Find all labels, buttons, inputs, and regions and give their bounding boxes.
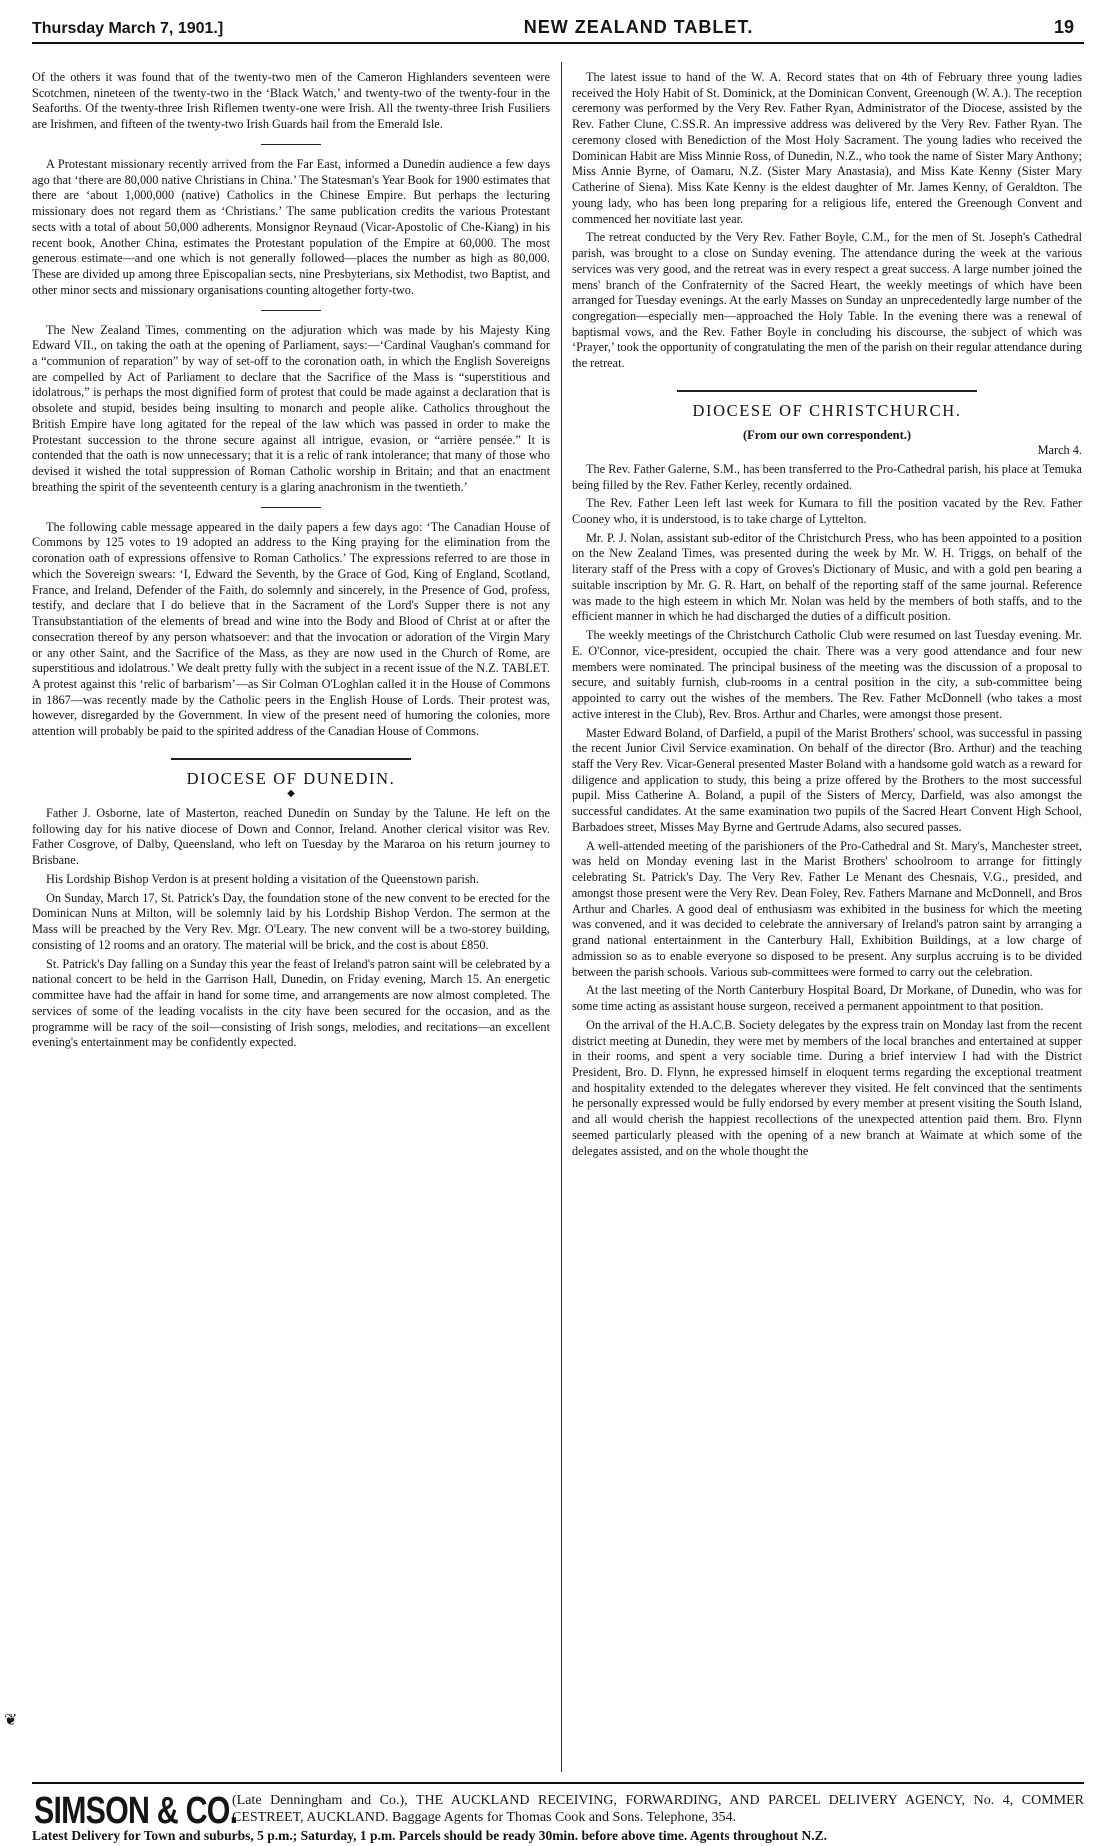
article-paragraph: At the last meeting of the North Canterbury Hospital Board, Dr Morkane, of Dunedin, who was for some time acting as assistant house surgeon, received a permanent appointment to that position. — [572, 983, 1082, 1014]
article-paragraph: The Rev. Father Galerne, S.M., has been transferred to the Pro-Cathedral parish, his place at Temuka being filled by the Rev. Father Kerley, recently ordained. — [572, 461, 1082, 492]
correspondent-note: (From our own correspondent.) — [742, 428, 912, 443]
article-paragraph: The retreat conducted by the Very Rev. Father Boyle, C.M., for the men of St. Joseph's Cathedral parish, was brought to a close on Sunday evening. The attendance during the week at the various services was very good, and the retreat was in every respect a great success. A large number joined the mens' branch of the Confraternity of the Sacred Heart, the weekly meetings of which have been arranged for Tuesday evenings. At the early Masses on Sunday an unprecedentedly large number of the congregation—especially men—approached the Holy Table. In the evening there was a renewal of baptismal vows, and the Rev. Father Boyle in concluding his discourse, the subject of which was ‘Prayer,’ took the opportunity of congratulating the men of the parish on their regular attendance during the retreat. — [572, 230, 1082, 371]
article-paragraph: Of the others it was found that of the twenty-two men of the Cameron Highlanders seventeen were Scotchmen, nineteen of the twenty-two in the ‘Black Watch,’ and twenty-two of the twenty-four in the Seaforths. Of the twenty-three Irish Riflemen twenty-one were Irish. All the twenty-three Irish Fusiliers are Irishmen, and fifteen of the twenty-two Irish Guards hail from the Emerald Isle. — [32, 70, 550, 132]
advertiser-name: SIMSON & CO. — [34, 1790, 238, 1832]
delivery-notice: Latest Delivery for Town and suburbs, 5 p.m.; Saturday, 1 p.m. Parcels should be ready 30min. before above time. Agents throughout N.Z. — [32, 1828, 827, 1843]
article-paragraph: The New Zealand Times, commenting on the adjuration which was made by his Majesty King Edward VII., on taking the oath at the opening of Parliament, says:—‘Cardinal Vaughan's command for a “communion of reparation” by way of set-off to the coronation oath, in which the English Sovereigns are compelled by Act of Parliament to declare that the Sacrifice of the Mass is “superstitious and idolatrous,” is perhaps the most dignified form of protest that could be made against a declaration that is obsolete and stupid, besides being insulting to monarch and people alike. Catholics throughout the British Empire have long agitated for the repeal of the law which was passed in order to make the Protestant succession to the throne secure against all intrigue, evasion, or “arrière pensée.” It is contended that the oath is now unnecessary; that it is a relic of rank intolerance; that many of those who devised it wished the total suppression of Roman Catholic worship in Britain; and that an enactment breathing the spirit of the seventeenth century is a glaring anachronism in the twentieth.’ — [32, 322, 550, 494]
article-paragraph: A Protestant missionary recently arrived from the Far East, informed a Dunedin audience a few days ago that ‘there are 80,000 native Christians in China.’ The Statesman's Year Book for 1900 estimates that there are ‘about 1,000,000 (native) Catholics in the Chinese Empire. But perhaps the lecturing missionary does not regard them as ‘Christians.’ The same publication credits the various Protestant sects with a total of about 50,000 adherents. Monsignor Reynaud (Vicar-Apostolic of Che-Kiang) in his recent book, Another China, estimates the Protestant population of the Empire at 60,000. The most generous estimate—and one which is not generally followed—places the number as high as 80,000. These are divided up among three Episcopalian sects, nine Presbyterians, six Methodist, two Baptist, and other minor sects and missionary organisations counting altogether forty-two. — [32, 156, 550, 297]
article-paragraph: The latest issue to hand of the W. A. Record states that on 4th of February three young ladies received the Holy Habit of St. Dominick, at the Dominican Convent, Greenough (W. A.). The reception ceremony was performed by the Very Rev. Father Ryan, Administrator of the Diocese, assisted by the Rev. Father Clune, C.SS.R. An impressive address was delivered by the Very Rev. Father Ryan. The ceremony closed with Benediction of the Most Holy Sacrament. The young ladies who received the Dominican Habit are Miss Minnie Ross, of Dunedin, N.Z., who took the name of Sister Mary Anthony; Miss Annie Byrne, of Oamaru, N.Z. (Sister Mary Anastasia), and Miss Kate Kenny (Sister Mary Catherine of Siena). Miss Kate Kenny is the eldest daughter of Mr. James Kenny, of Geraldton. The young lady, who has been long preparing for a religious life, entered the Greenough Convent and commenced her novitiate last year. — [572, 70, 1082, 226]
article-paragraph: The following cable message appeared in the daily papers a few days ago: ‘The Canadian House of Commons by 125 votes to 19 adopted an address to the King praying for the elimination from the coronation oath of expressions offensive to Roman Catholics.’ The expressions referred to are those in which the Sovereign swears: ‘I, Edward the Seventh, by the Grace of God, King of England, Scotland, France, and Ireland, Defender of the Faith, do solemnly and sincerely, in the Presence of God, profess, testify, and declare that I do believe that in the Sacrament of the Lord's Supper there is not any Transubstantiation of the elements of bread and wine into the Body and Blood of Christ at or after the consecration thereof by any person whatsoever: and that the invocation or adoration of the Virgin Mary or any other Saint, and the Sacrifice of the Mass, as they are now used in the Church of Rome, are superstitious and idolatrous.’ We dealt pretty fully with the subject in a recent issue of the N.Z. TABLET. A protest against this ‘relic of barbarism’—as Sir Colman O'Loghlan called it in the House of Commons in 1867—was recently made by the Catholic peers in the English House of Lords. Their protest was, however, disregarded by the Government. In view of the present need of humoring the colonies, more attention will probably be paid to the spirited address of the Canadian House of Commons. — [32, 519, 550, 739]
article-paragraph: Master Edward Boland, of Darfield, a pupil of the Marist Brothers' school, was successful in passing the recent Junior Civil Service examination. On behalf of the director (Bro. Arthur) and the teaching staff the Very Rev. Vicar-General presented Master Boland with a handsome gold watch as a reward for diligence and application to study, this being a prize offered by the Brothers to the most successful pupil. Miss Catherine A. Boland, a pupil of the Sisters of Mercy, Darfield, was also amongst the successful candidates. At the same examination two pupils of the Sacred Heart Convent High School, Barbadoes street, Misses May Byrne and Gertrude Adams, also secured passes. — [572, 725, 1082, 834]
column-divider — [561, 62, 562, 1772]
advertisement-footer — [32, 1782, 1084, 1846]
article-paragraph: Mr. P. J. Nolan, assistant sub-editor of the Christchurch Press, who has been appointed to a position on the New Zealand Times, was presented during the week by Mr. W. H. Triggs, on behalf of the literary staff of the Press with a copy of Groves's Dictionary of Music, and with a gold pen bearing a suitable inscription by Mr. G. R. Hart, on behalf of the reporting staff of the same journal. Reference was made to the high esteem in which Mr. Nolan was held by the members of both staffs, and to the efficient manner in which he had discharged the duties of a difficult position. — [572, 530, 1082, 624]
article-paragraph: The Rev. Father Leen left last week for Kumara to fill the position vacated by the Rev. Father Cooney who, it is understood, is to take charge of Lyttelton. — [572, 496, 1082, 526]
article-paragraph: His Lordship Bishop Verdon is at present holding a visitation of the Queenstown parish. — [46, 871, 479, 886]
margin-ornament-icon: ❦ — [4, 1712, 18, 1729]
separator-rule — [261, 144, 321, 145]
article-paragraph: Father J. Osborne, late of Masterton, reached Dunedin on Sunday by the Talune. He left on the following day for his native diocese of Down and Connor, Ireland. Another clerical visitor was Rev. Father Cosgrove, of Dalby, Queensland, who left on Tuesday by the Mararoa on his return journey to Brisbane. — [32, 806, 550, 868]
page-header — [32, 14, 1084, 44]
newspaper-title: NEW ZEALAND TABLET. — [523, 17, 754, 37]
separator-rule — [261, 507, 321, 508]
advertisement-text: (Late Denningham and Co.), THE AUCKLAND RECEIVING, FORWARDING, AND PARCEL DELIVERY AGENCY, No. 4, COMMER CESTREET, AUCKLAND. Baggage Agents for Thomas Cook and Sons. Telephone, 354. — [232, 1793, 1084, 1825]
article-paragraph: A well-attended meeting of the parishioners of the Pro-Cathedral and St. Mary's, Manchester street, was held on Monday evening last in the Marist Brothers' schoolroom to arrange for fittingly celebrating St. Patrick's Day. The Very Rev. Father Le Menant des Chesnais, V.G., presided, and amongst those present were the Very Rev. Dean Foley, Rev. Fathers Marnane and McDonnell, and Bros Arthur and Charles. A good deal of enthusiasm was exhibited in the business for which the meeting was convened, and it was decided to celebrate the anniversary of Ireland's patron saint by arranging a grand national entertainment in the Canterbury Hall, Exhibition Buildings, at a low charge of admission so as to enable everyone so disposed to be present. Any surplus accruing is to be divided between the parish schools. Various sub-committees were formed to carry out the celebration. — [572, 838, 1082, 979]
separator-rule — [261, 310, 321, 311]
article-paragraph: St. Patrick's Day falling on a Sunday this year the feast of Ireland's patron saint will be celebrated by a national concert to be held in the Garrison Hall, Dunedin, on Friday evening, March 15. An energetic committee have had the affair in hand for some time, and arrangements are now almost completed. The services of some of the leading vocalists in the city have been secured for the occasion, and as the programme will be racy of the soil—consisting of Irish songs, melodies, and recitations—an excellent evening's entertainment may be confidently expected. — [32, 956, 550, 1050]
diamond-ornament-icon: ◆ — [287, 788, 295, 800]
article-paragraph: The weekly meetings of the Christchurch Catholic Club were resumed on last Tuesday evening. Mr. E. O'Connor, vice-president, occupied the chair. There was a very good attendance and four new members were nominated. The principal business of the meeting was the discussion of a proposal to secure, and suitably furnish, club-rooms in a central position in the city, a sub-committee being appointed to carry out the wishes of the members. The Rev. Father McDonnell (who takes a most active interest in the Club), Rev. Bros. Arthur and Charles, were amongst those present. — [572, 628, 1082, 721]
dateline: March 4. — [1037, 443, 1082, 458]
article-paragraph: On Sunday, March 17, St. Patrick's Day, the foundation stone of the new convent to be erected for the Dominican Nuns at Milton, will be solemnly laid by his Lordship Bishop Verdon. The sermon at the Mass will be preached by the Very Rev. Mgr. O'Leary. The new convent will be a two-storey building, consisting of 12 rooms and an oratory. The material will be brick, and the cost is about £850. — [32, 890, 550, 952]
article-paragraph: On the arrival of the H.A.C.B. Society delegates by the express train on Monday last from the recent district meeting at Dunedin, they were met by members of the local branches and entertained at supper in their rooms, and spent a very sociable time. During a brief interview I had with the District President, Bro. D. Flynn, he expressed himself in eloquent terms regarding the exceptional treatment and hospitality extended to the delegates wherever they visited. He felt convinced that the sentiments he personally expressed would be fully endorsed by every member at present visiting the South Island, and all would cherish the happiest recollections of the unexpected attention paid them. Bro. Flynn seemed particularly pleased with the opening of a new branch at Waimate at which some of the delegates assisted, and on the whole thought the — [572, 1017, 1082, 1158]
page-number: 19 — [1053, 17, 1074, 37]
right-column — [572, 70, 1082, 1770]
left-column — [32, 70, 550, 1770]
issue-date: Thursday March 7, 1901.] — [32, 20, 224, 37]
section-heading-dunedin: DIOCESE OF DUNEDIN. — [171, 758, 411, 789]
section-heading-christchurch: DIOCESE OF CHRISTCHURCH. — [677, 390, 977, 421]
